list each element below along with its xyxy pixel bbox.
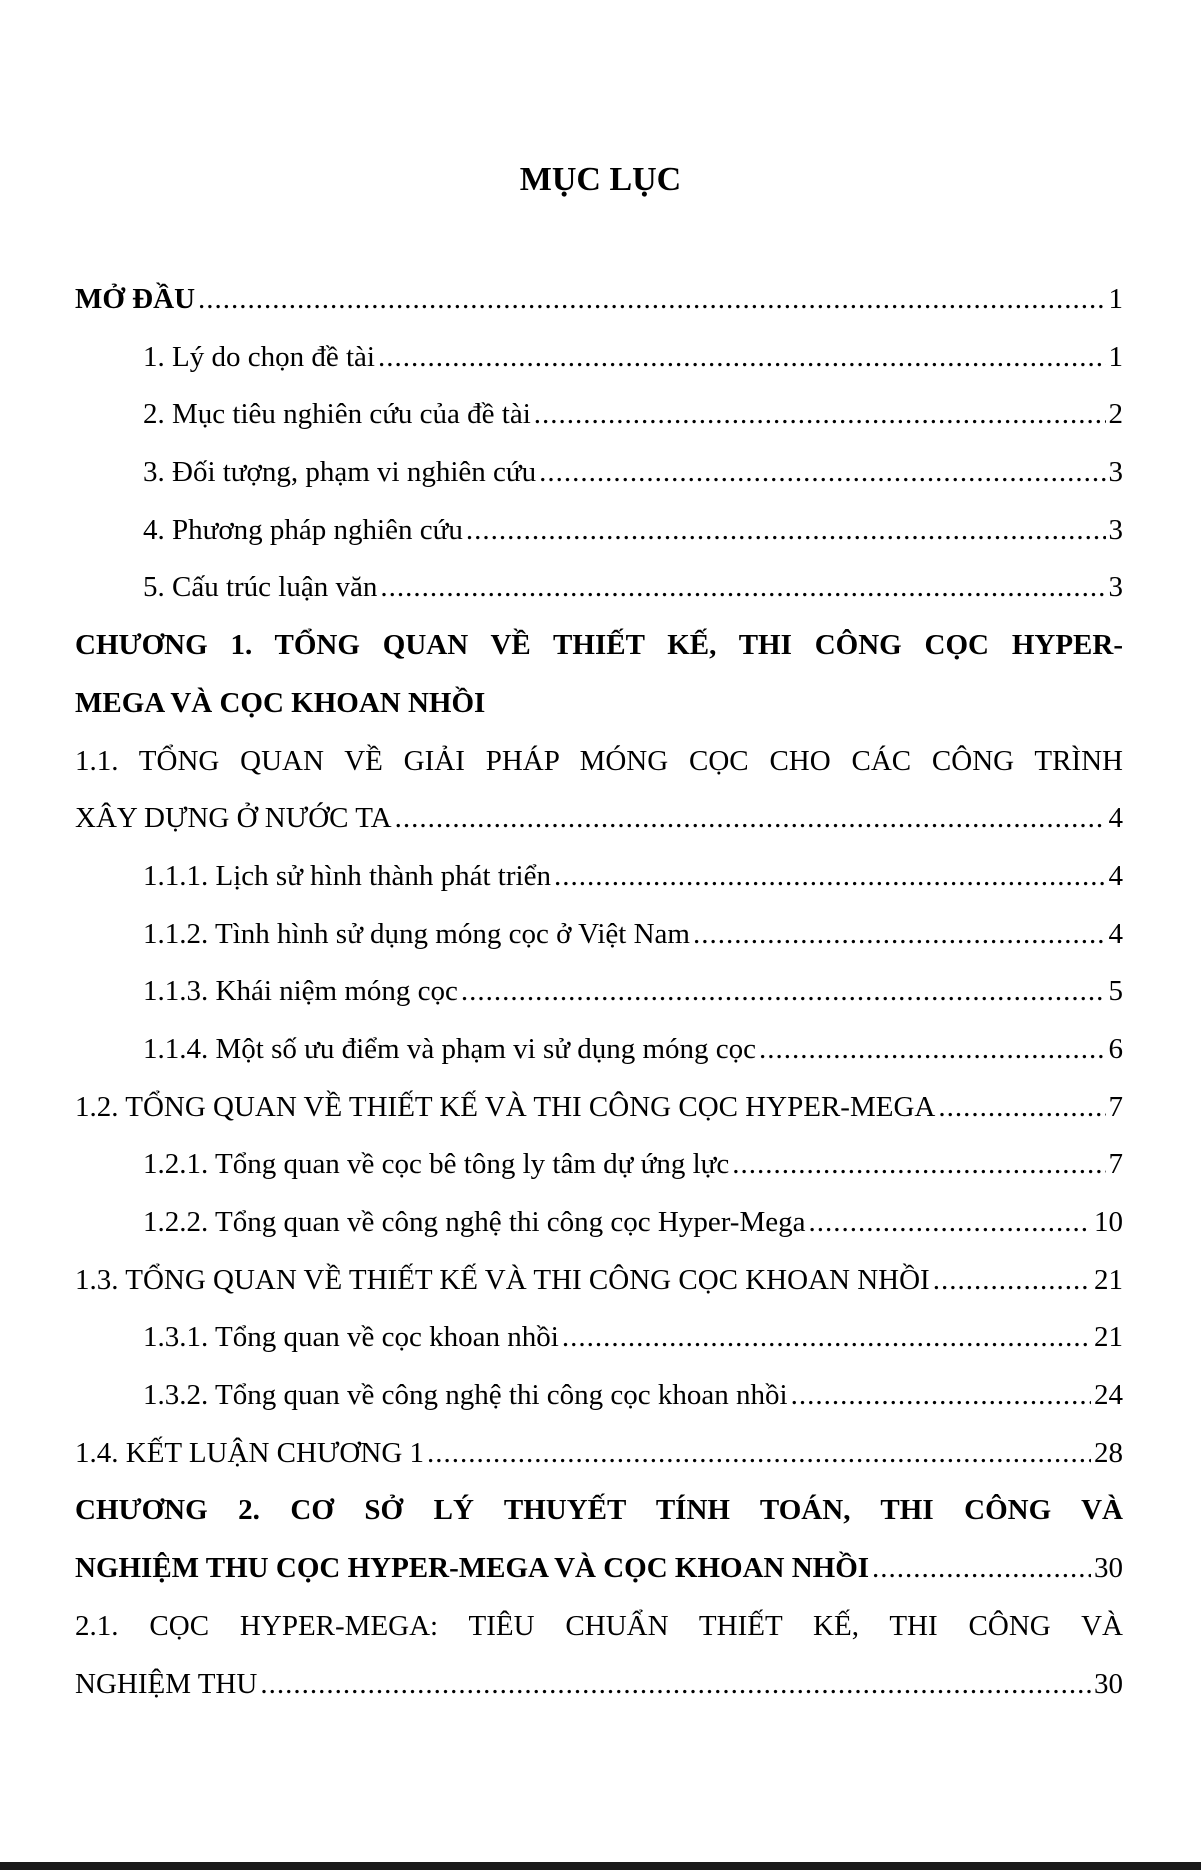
dot-leader — [554, 848, 1106, 906]
toc-entry[interactable] — [75, 559, 1123, 617]
toc-entry[interactable] — [75, 271, 1123, 329]
dot-leader — [791, 1367, 1091, 1425]
toc-entry-label: MỞ ĐẦU — [75, 283, 196, 315]
toc-entry-line1[interactable] — [75, 1482, 1123, 1540]
dot-leader — [378, 329, 1106, 387]
toc-entry-label: 1.3. TỔNG QUAN VỀ THIẾT KẾ VÀ THI CÔNG CỌC KHOAN NHỒI — [75, 1263, 930, 1296]
toc-entry[interactable] — [75, 502, 1123, 560]
toc-entry-page: 28 — [1094, 1436, 1123, 1469]
toc-entry[interactable] — [75, 1309, 1123, 1367]
toc-entry-label: 3. Đối tượng, phạm vi nghiên cứu — [143, 456, 537, 489]
toc-entry-page: 10 — [1094, 1206, 1123, 1238]
dot-leader — [872, 1540, 1091, 1598]
toc-entry-label: XÂY DỰNG Ở NƯỚC TA — [75, 802, 392, 835]
dot-leader — [539, 444, 1105, 502]
dot-leader — [466, 502, 1106, 560]
toc-entry-page: 24 — [1094, 1379, 1123, 1412]
toc-entry-label: 1.1.3. Khái niệm móng cọc — [143, 975, 458, 1008]
toc-entry-label: 1.2.2. Tổng quan về công nghệ thi công cọc Hyper-Mega — [143, 1206, 806, 1238]
toc-entry[interactable] — [75, 848, 1123, 906]
toc-entry-label: MEGA VÀ CỌC KHOAN NHỒI — [75, 686, 486, 719]
toc-entry-label: 4. Phương pháp nghiên cứu — [143, 513, 463, 546]
dot-leader — [395, 790, 1106, 848]
dot-leader — [461, 963, 1106, 1021]
dot-leader — [938, 1079, 1105, 1137]
toc-entry-label: 1.1.4. Một số ưu điểm và phạm vi sử dụng móng cọc — [143, 1032, 756, 1065]
toc-entry-label: 1.4. KẾT LUẬN CHƯƠNG 1 — [75, 1436, 425, 1469]
toc-entry[interactable] — [75, 906, 1123, 964]
toc-entry-label-line1: 2.1. CỌC HYPER-MEGA: TIÊU CHUẨN THIẾT KẾ, THI CÔNG VÀ — [75, 1609, 1123, 1642]
dot-leader — [427, 1425, 1091, 1483]
toc-entry-label-line1: 1.1. TỔNG QUAN VỀ GIẢI PHÁP MÓNG CỌC CHO CÁC CÔNG TRÌNH — [75, 744, 1123, 777]
toc-entry-page: 2 — [1108, 398, 1123, 431]
toc-entry-label: 5. Cấu trúc luận văn — [143, 571, 378, 604]
toc-entry-page: 4 — [1108, 802, 1123, 835]
scan-edge-bar — [0, 1862, 1201, 1870]
dot-leader — [759, 1021, 1106, 1079]
toc-entry-label-line1: CHƯƠNG 1. TỔNG QUAN VỀ THIẾT KẾ, THI CÔNG CỌC HYPER- — [75, 629, 1123, 662]
dot-leader — [198, 271, 1105, 329]
toc-entry-line1[interactable] — [75, 617, 1123, 675]
toc-entry[interactable] — [75, 1367, 1123, 1425]
toc-entry-label: NGHIỆM THU CỌC HYPER-MEGA VÀ CỌC KHOAN NHỒI — [75, 1552, 870, 1585]
toc-entry-page: 3 — [1108, 513, 1123, 546]
toc-entry[interactable] — [75, 1425, 1123, 1483]
toc-entry-page: 1 — [1108, 283, 1123, 315]
toc-entry[interactable] — [75, 675, 1123, 733]
toc-entry[interactable] — [75, 1079, 1123, 1137]
toc-entry[interactable] — [75, 1540, 1123, 1598]
toc-entry-label: 1. Lý do chọn đề tài — [143, 340, 375, 373]
toc-entry-label: 1.3.2. Tổng quan về công nghệ thi công cọc khoan nhồi — [143, 1379, 788, 1412]
toc-entry[interactable] — [75, 329, 1123, 387]
page-title: MỤC LỤC — [519, 161, 682, 198]
toc-entry-label: 1.2. TỔNG QUAN VỀ THIẾT KẾ VÀ THI CÔNG CỌC HYPER-MEGA — [75, 1090, 936, 1123]
dot-leader — [534, 386, 1106, 444]
toc-entry-line1[interactable] — [75, 1598, 1123, 1656]
toc-entry-page: 30 — [1094, 1667, 1123, 1700]
toc-entry-page: 3 — [1108, 456, 1123, 489]
toc-entry[interactable] — [75, 1656, 1123, 1714]
toc-entry-label: NGHIỆM THU — [75, 1667, 258, 1700]
table-of-contents — [75, 271, 1123, 1713]
toc-entry[interactable] — [75, 963, 1123, 1021]
toc-entry[interactable] — [75, 790, 1123, 848]
toc-entry-label: 1.2.1. Tổng quan về cọc bê tông ly tâm dự ứng lực — [143, 1148, 730, 1181]
toc-entry-page: 4 — [1108, 859, 1123, 892]
toc-entry-page: 21 — [1094, 1263, 1123, 1296]
toc-entry-page: 21 — [1094, 1321, 1123, 1354]
dot-leader — [562, 1309, 1091, 1367]
dot-leader — [732, 1136, 1105, 1194]
toc-entry-page: 4 — [1108, 917, 1123, 950]
toc-entry-page: 6 — [1108, 1032, 1123, 1065]
dot-leader — [380, 559, 1105, 617]
toc-entry-label: 2. Mục tiêu nghiên cứu của đề tài — [143, 398, 531, 431]
toc-entry-page: 7 — [1108, 1148, 1123, 1181]
toc-entry-page: 5 — [1108, 975, 1123, 1008]
toc-entry-label: 1.3.1. Tổng quan về cọc khoan nhồi — [143, 1321, 559, 1354]
dot-leader — [933, 1252, 1091, 1310]
dot-leader — [808, 1194, 1091, 1252]
toc-entry-page: 1 — [1108, 340, 1123, 373]
toc-entry[interactable] — [75, 444, 1123, 502]
toc-entry-page: 30 — [1094, 1552, 1123, 1585]
toc-entry[interactable] — [75, 1021, 1123, 1079]
toc-entry-label: 1.1.1. Lịch sử hình thành phát triển — [143, 859, 551, 892]
toc-entry[interactable] — [75, 1136, 1123, 1194]
toc-entry[interactable] — [75, 1194, 1123, 1252]
toc-entry-page: 7 — [1108, 1090, 1123, 1123]
dot-leader — [693, 906, 1106, 964]
toc-entry[interactable] — [75, 386, 1123, 444]
toc-entry-label-line1: CHƯƠNG 2. CƠ SỞ LÝ THUYẾT TÍNH TOÁN, THI CÔNG VÀ — [75, 1494, 1123, 1527]
dot-leader — [260, 1656, 1091, 1714]
toc-entry-line1[interactable] — [75, 733, 1123, 791]
toc-entry-label: 1.1.2. Tình hình sử dụng móng cọc ở Việt Nam — [143, 917, 690, 950]
toc-entry-page: 3 — [1108, 571, 1123, 604]
toc-entry[interactable] — [75, 1252, 1123, 1310]
